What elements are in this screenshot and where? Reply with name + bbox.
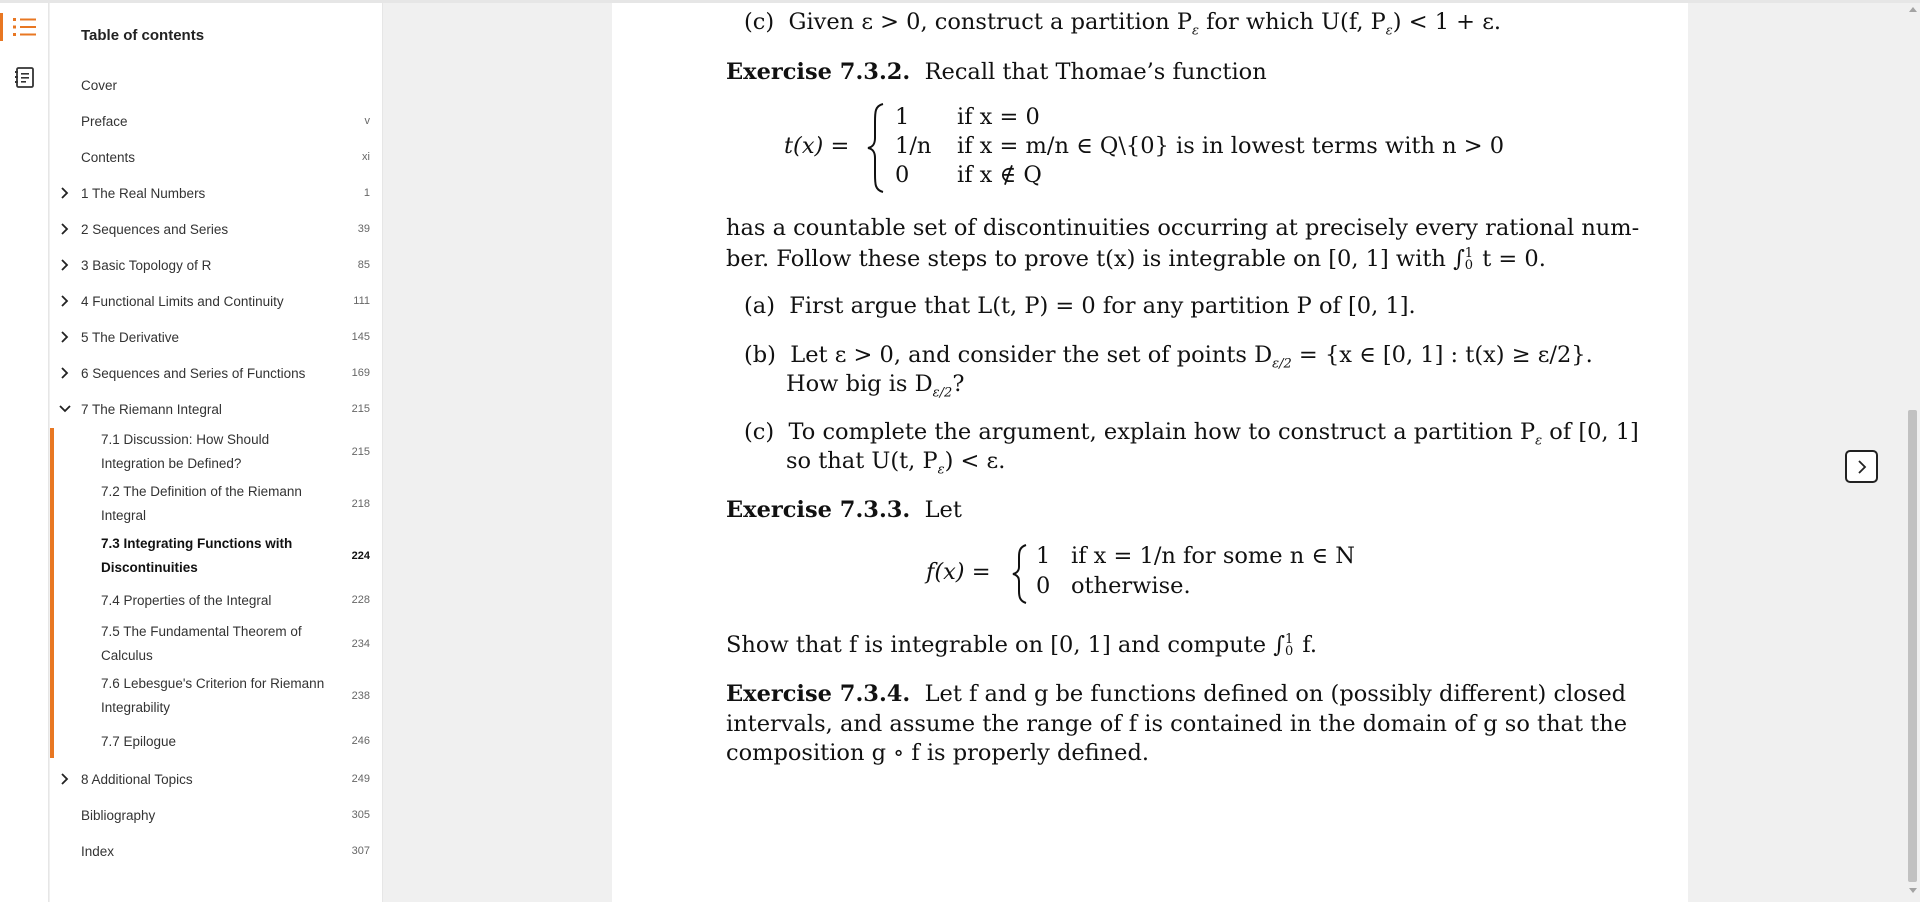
toc-title: Table of contents (81, 27, 205, 44)
toc-item-label: 2 Sequences and Series (81, 221, 229, 237)
toc-page-number: 218 (351, 498, 370, 510)
t-case-1-value: 1 (895, 104, 910, 130)
item-text: = {x ∈ [0, 1] : t(x) ≥ ε/2}. (1291, 342, 1593, 368)
toc-item-contents[interactable] (50, 147, 383, 167)
notes-button[interactable] (0, 55, 49, 99)
chevron-right-icon[interactable] (57, 257, 73, 273)
item-text: for which U(f, P (1198, 9, 1386, 35)
toc-page-number: 169 (351, 367, 370, 379)
toc-page-number: xi (362, 151, 370, 163)
chevron-right-icon (1855, 459, 1869, 475)
toc-item-cover[interactable] (50, 75, 383, 95)
toc-chapter-3[interactable] (50, 255, 383, 275)
scroll-up-arrow-icon[interactable] (1909, 6, 1917, 12)
left-brace (865, 102, 887, 194)
chevron-right-icon[interactable] (57, 221, 73, 237)
chevron-right-icon[interactable] (57, 771, 73, 787)
toc-item-label: 7.7 Epilogue (101, 734, 177, 749)
notes-icon (13, 65, 37, 89)
toc-toggle-button[interactable] (0, 5, 49, 49)
exercise-text: Recall that Thomae’s function (924, 59, 1267, 85)
toc-item-preface[interactable] (50, 111, 383, 131)
exercise-7-3-4-line-2: intervals, and assume the range of f is contained in the domain of g so that the (726, 711, 1628, 737)
integral-upper-limit: 1 (1464, 246, 1474, 261)
f-case-2-value: 0 (1036, 573, 1051, 599)
toc-chapter-1[interactable] (50, 183, 383, 203)
paragraph-text: Show that f is integrable on [0, 1] and compute ∫ (726, 632, 1285, 658)
toc-section-7-6[interactable] (50, 672, 383, 724)
f-case-1-condition: if x = 1/n for some n ∈ N (1071, 543, 1355, 569)
exercise-label: Exercise 7.3.4. (726, 681, 911, 707)
toc-item-bibliography[interactable] (50, 805, 383, 825)
exercise-item-b (744, 342, 1593, 372)
toc-page-number: 145 (351, 331, 370, 343)
item-text: Given ε > 0, construct a partition P (788, 9, 1192, 35)
paragraph-text: t = 0. (1475, 246, 1546, 272)
toc-page-number: 1 (363, 187, 370, 199)
toc-page-number: 238 (351, 690, 370, 702)
item-text: How big is D (786, 371, 933, 397)
item-text: Let ε > 0, and consider the set of points D (790, 342, 1273, 368)
toc-item-label: Contents (81, 149, 136, 165)
toc-page-number: 246 (351, 735, 370, 747)
exercise-7-3-3-heading (726, 497, 962, 523)
t-case-2-value: 1/n (895, 133, 932, 159)
toc-section-7-1[interactable] (50, 428, 383, 480)
t-case-3-value: 0 (895, 162, 910, 188)
toc-chapter-6[interactable] (50, 363, 383, 383)
f-case-2-condition: otherwise. (1071, 573, 1191, 599)
toc-item-index[interactable] (50, 841, 383, 861)
subscript: ε (937, 462, 945, 478)
toc-page-number: 111 (353, 295, 370, 307)
item-text: ? (952, 371, 965, 397)
subscript: ε (1535, 433, 1543, 449)
integral-lower-limit: 0 (1284, 644, 1294, 659)
exercise-item-c-prev (744, 9, 1501, 39)
t-case-2-condition: if x = m/n ∈ Q\{0} is in lowest terms with n > 0 (957, 133, 1505, 159)
toc-item-label: 7.4 Properties of the Integral (101, 593, 272, 608)
toc-item-label: 5 The Derivative (81, 329, 180, 345)
toc-page-number: v (364, 115, 370, 127)
paragraph-line-1: has a countable set of discontinuities occurring at precisely every rational num- (726, 215, 1640, 241)
chevron-right-icon[interactable] (57, 365, 73, 381)
toc-section-7-4[interactable] (50, 589, 383, 613)
toc-item-label: Preface (81, 113, 128, 129)
toc-section-7-2[interactable] (50, 480, 383, 532)
paragraph-line-2 (726, 246, 1546, 272)
toc-page-number: 215 (351, 403, 370, 415)
exercise-7-3-2-heading (726, 59, 1267, 85)
paragraph-text: f. (1295, 632, 1318, 658)
toc-page-number: 305 (351, 809, 370, 821)
exercise-item-c (744, 419, 1639, 449)
f-case-1-value: 1 (1036, 543, 1051, 569)
toc-item-label: Index (81, 843, 115, 859)
toc-item-label: 6 Sequences and Series of Functions (81, 365, 306, 381)
integral-upper-limit: 1 (1284, 632, 1294, 647)
item-text: of [0, 1] (1542, 419, 1639, 445)
paragraph-text: ber. Follow these steps to prove t(x) is integrable on [0, 1] with ∫ (726, 246, 1465, 272)
subscript: ε/2 (1272, 356, 1292, 372)
toc-item-label: 7.1 Discussion: How Should Integration be Defined? (101, 432, 270, 471)
toc-page-number: 234 (351, 638, 370, 650)
item-text: ) < 1 + ε. (1392, 9, 1501, 35)
book-page (612, 3, 1688, 902)
item-label: (c) (744, 419, 775, 445)
toc-chapter-4[interactable] (50, 291, 383, 311)
item-label: (b) (744, 342, 776, 368)
toc-page-number: 85 (357, 259, 370, 271)
t-function-lhs: t(x) = (784, 133, 850, 159)
item-text: ) < ε. (944, 448, 1006, 474)
exercise-text: Let (924, 497, 962, 523)
subscript: ε/2 (932, 385, 953, 401)
toc-page-number: 228 (351, 594, 370, 606)
toc-page-number: 224 (351, 550, 370, 562)
toc-item-label: 7.5 The Fundamental Theorem of Calculus (101, 624, 302, 663)
toc-item-label: 4 Functional Limits and Continuity (81, 293, 284, 309)
side-rail (0, 3, 49, 902)
t-case-1-condition: if x = 0 (957, 104, 1040, 130)
item-text: so that U(t, P (786, 448, 938, 474)
toc-chapter-8[interactable] (50, 769, 383, 789)
show-integrable-line (726, 632, 1317, 658)
exercise-label: Exercise 7.3.2. (726, 59, 911, 85)
subscript: ε (1385, 23, 1393, 39)
next-page-button[interactable] (1845, 450, 1878, 483)
item-text: To complete the argument, explain how to construct a partition P (788, 419, 1536, 445)
chevron-right-icon[interactable] (57, 185, 73, 201)
subscript: ε (1191, 23, 1199, 39)
item-label: (a) (744, 293, 775, 319)
f-function-lhs: f(x) = (926, 559, 991, 585)
toc-page-number: 39 (357, 223, 370, 235)
exercise-item-a (744, 293, 1416, 319)
left-brace (1010, 543, 1030, 605)
toc-item-label: 8 Additional Topics (81, 771, 193, 787)
scrollbar-thumb[interactable] (1908, 410, 1917, 882)
toc-item-label: Cover (81, 77, 118, 93)
chevron-right-icon[interactable] (57, 329, 73, 345)
item-text: First argue that L(t, P) = 0 for any partition P of [0, 1]. (789, 293, 1416, 319)
toc-item-label: 7.6 Lebesgue's Criterion for Riemann Integrability (101, 676, 325, 715)
exercise-7-3-4-heading (726, 681, 1626, 707)
toc-chapter-5[interactable] (50, 327, 383, 347)
exercise-item-c-line-2 (786, 448, 1005, 478)
toc-item-label: 7.3 Integrating Functions with Discontinuities (101, 536, 293, 575)
toc-page-number: 215 (351, 446, 370, 458)
toc-page-number: 249 (351, 773, 370, 785)
toc-item-label: Bibliography (81, 807, 156, 823)
integral-lower-limit: 0 (1464, 258, 1474, 273)
toc-chapter-2[interactable] (50, 219, 383, 239)
toc-item-label: 7 The Riemann Integral (81, 401, 222, 417)
exercise-text: Let f and g be functions defined on (possibly different) closed (924, 681, 1627, 707)
toc-item-label: 7.2 The Definition of the Riemann Integral (101, 484, 302, 523)
toc-chapter-7[interactable] (50, 399, 383, 419)
toc-section-7-5[interactable] (50, 620, 383, 672)
list-icon (12, 16, 38, 38)
exercise-item-b-line-2 (786, 371, 964, 401)
item-label: (c) (744, 9, 775, 35)
toc-item-label: 1 The Real Numbers (81, 185, 206, 201)
exercise-label: Exercise 7.3.3. (726, 497, 911, 523)
toc-item-label: 3 Basic Topology of R (81, 257, 212, 273)
toc-panel (50, 3, 383, 902)
toc-section-7-7[interactable] (50, 730, 383, 754)
scroll-down-arrow-icon[interactable] (1909, 888, 1917, 894)
toc-page-number: 307 (351, 845, 370, 857)
chevron-right-icon[interactable] (57, 293, 73, 309)
chevron-down-icon[interactable] (57, 401, 73, 417)
toc-section-7-3[interactable] (50, 532, 383, 584)
exercise-7-3-4-line-3: composition g ∘ f is properly defined. (726, 740, 1150, 766)
t-case-3-condition: if x ∉ Q (957, 162, 1042, 188)
